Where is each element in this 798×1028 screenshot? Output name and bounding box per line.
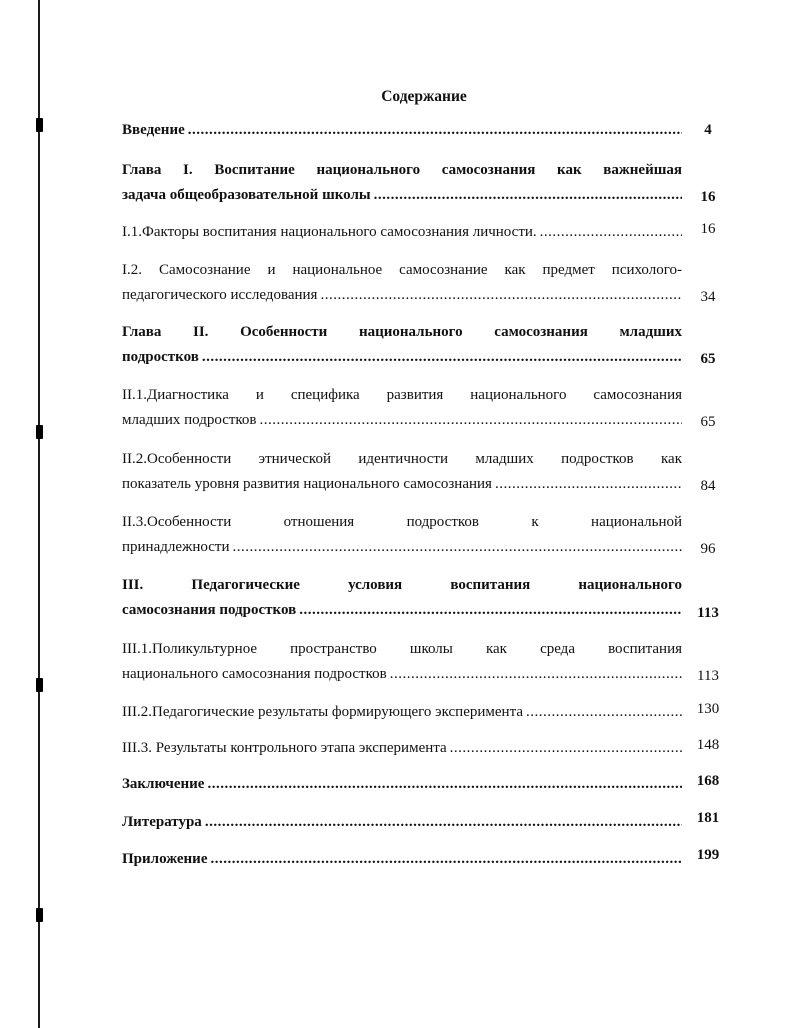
toc-entry [122,510,682,560]
toc-page-number: 96 [700,541,716,557]
dot-leader [210,847,682,872]
toc-entry-line [122,283,682,308]
toc-entry [122,220,682,245]
toc-entry [122,320,682,370]
toc-page-number: 34 [700,289,716,305]
binder-hole-mark [36,908,43,922]
dot-leader [540,220,682,245]
toc-entry-line [122,220,682,245]
dot-leader [233,535,682,560]
toc-entry [122,118,682,143]
toc-entry-text: Литература [122,814,202,830]
toc-entry-line [122,736,682,761]
toc-entry-line [122,183,682,208]
toc-page-number: 148 [696,737,720,753]
toc-page-number: 113 [697,605,719,621]
toc-entry-line: I.2. Самосознание и национальное самосознание как предмет психолого- [122,262,682,278]
toc-page-number: 84 [700,478,716,494]
toc-entry [122,736,682,761]
toc-page-number: 4 [704,122,712,138]
binder-hole-mark [36,425,43,439]
dot-leader [495,472,682,497]
toc-entry [122,158,682,208]
toc-page-number: 65 [700,351,716,367]
toc-entry-text: Заключение [122,776,205,792]
toc-entry-text: III.2.Педагогические результаты формирующего эксперимента [122,704,523,720]
toc-entry-text: I.1.Факторы воспитания национального самосознания личности. [122,224,537,240]
toc-entry [122,383,682,433]
dot-leader [207,772,682,797]
toc-entry-line: III.1.Поликультурное пространство школы как среда воспитания [122,641,682,657]
toc-entry-line [122,472,682,497]
toc-entry [122,258,682,308]
toc-page-number: 168 [696,773,720,789]
dot-leader [205,810,682,835]
dot-leader [390,662,682,687]
dot-leader [320,283,682,308]
toc-entry-line: II.1.Диагностика и специфика развития национального самосознания [122,387,682,403]
binder-hole-mark [36,118,43,132]
toc-entry-line: III. Педагогические условия воспитания национального [122,577,682,593]
toc-page-number: 181 [696,810,720,826]
toc-entry [122,447,682,497]
dot-leader [202,345,682,370]
toc-page-number: 16 [700,221,716,237]
toc-entry-line [122,847,682,872]
toc-entry [122,700,682,725]
toc-entry-line [122,700,682,725]
toc-entry-line [122,535,682,560]
toc-entry-line [122,598,682,623]
toc-entry [122,847,682,872]
toc-entry-line: Глава I. Воспитание национального самосознания как важнейшая [122,162,682,178]
toc-entry-text: национального самосознания подростков [122,666,387,682]
toc-entry-text: III.3. Результаты контрольного этапа эксперимента [122,740,447,756]
toc-entry-text: задача общеобразовательной школы [122,187,371,203]
toc-page-number: 65 [700,414,716,430]
toc-entry-text: подростков [122,349,199,365]
toc-entry-line [122,118,682,143]
toc-entry [122,573,682,623]
dot-leader [260,408,682,433]
toc-entry-text: принадлежности [122,539,230,555]
toc-entry-text: Приложение [122,851,208,867]
toc-entry [122,772,682,797]
toc-page-number: 16 [700,189,716,205]
toc-entry-line [122,408,682,433]
toc-entry-text: Введение [122,122,185,138]
dot-leader [299,598,682,623]
toc-entry-line [122,662,682,687]
toc-page-number: 130 [696,701,720,717]
dot-leader [374,183,682,208]
toc-entry-line: II.2.Особенности этнической идентичности младших подростков как [122,451,682,467]
toc-entry-line [122,772,682,797]
toc-entry [122,810,682,835]
binder-hole-mark [36,678,43,692]
toc-entry [122,637,682,687]
toc-page-number: 113 [697,668,719,684]
dot-leader [188,118,682,143]
toc-page-number: 199 [696,847,720,863]
dot-leader [450,736,682,761]
toc-entry-text: педагогического исследования [122,287,318,303]
toc-entry-line [122,345,682,370]
toc-title: Содержание [381,88,467,105]
scan-edge-line [38,0,40,1028]
toc-entry-line [122,810,682,835]
toc-entry-line: II.3.Особенности отношения подростков к национальной [122,514,682,530]
toc-entry-text: самосознания подростков [122,602,297,618]
toc-entry-text: младших подростков [122,412,257,428]
toc-entry-text: показатель уровня развития национального самосознания [122,476,492,492]
toc-entry-line: Глава II. Особенности национального самосознания младших [122,324,682,340]
dot-leader [526,700,682,725]
